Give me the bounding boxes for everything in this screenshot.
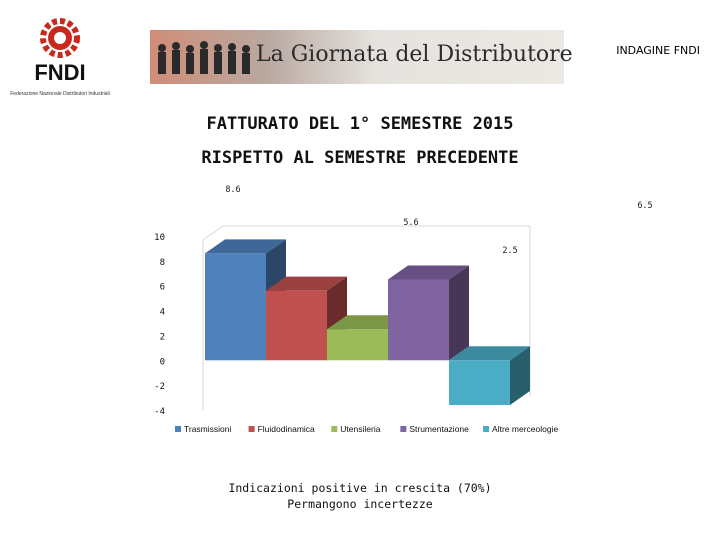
footer-line-1: Indicazioni positive in crescita (70%) xyxy=(228,481,492,495)
bar-strumentazione xyxy=(388,280,449,361)
y-tick-label: 4 xyxy=(159,307,165,318)
bar-fluidodinamica xyxy=(266,291,327,361)
y-tick-label: 10 xyxy=(154,233,165,243)
legend-swatch xyxy=(175,426,181,432)
y-tick-label: -4 xyxy=(154,407,165,417)
y-tick-label: 6 xyxy=(159,282,165,293)
footer-notes xyxy=(0,480,720,512)
legend-swatch xyxy=(483,426,489,432)
event-banner xyxy=(150,30,573,84)
bar-chart xyxy=(135,180,653,445)
data-label: 5.6 xyxy=(403,218,419,228)
banner-title: La Giornata del Distributore xyxy=(256,42,573,67)
legend-swatch xyxy=(249,426,255,432)
fndi-logo xyxy=(8,8,120,104)
legend-label: Strumentazione xyxy=(409,424,469,434)
page-title: FATTURATO DEL 1° SEMESTRE 2015 xyxy=(206,114,514,134)
legend-swatch xyxy=(331,426,337,432)
data-label: 8.6 xyxy=(225,185,241,195)
gear-icon xyxy=(43,21,77,55)
people-silhouettes-icon xyxy=(150,30,260,84)
logo-subtitle: Federazione Nazionale Distributori Industriali xyxy=(10,91,110,97)
legend-swatch xyxy=(400,426,406,432)
y-tick-label: 0 xyxy=(159,357,165,368)
chart-back-wall xyxy=(203,226,530,240)
legend-label: Trasmissioni xyxy=(184,424,232,434)
footer-line-2: Permangono incertezze xyxy=(287,497,433,511)
y-tick-label: 8 xyxy=(159,257,165,268)
bar-side-strumentazione xyxy=(449,266,469,361)
legend-label: Fluidodinamica xyxy=(257,424,315,434)
page-subtitle: RISPETTO AL SEMESTRE PRECEDENTE xyxy=(201,148,519,168)
data-label: 2.5 xyxy=(502,246,518,256)
data-label: 6.5 xyxy=(637,201,653,211)
survey-label: INDAGINE FNDI xyxy=(616,44,700,57)
bar-trasmissioni xyxy=(205,253,266,360)
bar-utensileria xyxy=(327,329,388,360)
logo-text: FNDI xyxy=(34,60,86,85)
legend-label: Utensileria xyxy=(340,424,381,434)
y-tick-label: -2 xyxy=(154,382,165,393)
y-tick-label: 2 xyxy=(159,332,165,343)
legend-label: Altre merceologie xyxy=(492,424,559,434)
bar-altre-merceologie xyxy=(449,360,510,405)
